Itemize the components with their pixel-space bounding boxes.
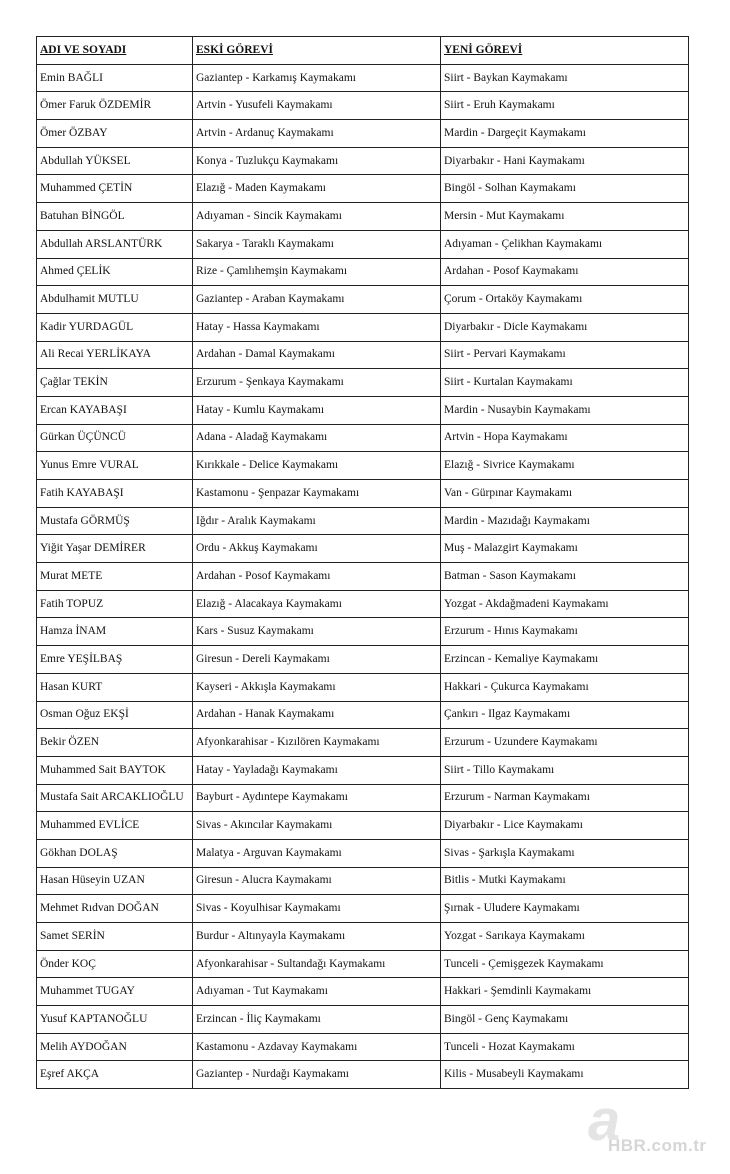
cell-name: Abdullah YÜKSEL	[37, 147, 193, 175]
table-row	[37, 1033, 689, 1061]
cell-new-position: Mardin - Nusaybin Kaymakamı	[441, 396, 689, 424]
cell-new-position: Muş - Malazgirt Kaymakamı	[441, 535, 689, 563]
cell-old-position: Rize - Çamlıhemşin Kaymakamı	[193, 258, 441, 286]
cell-old-position: Adana - Aladağ Kaymakamı	[193, 424, 441, 452]
cell-name: Abdulhamit MUTLU	[37, 286, 193, 314]
table-row	[37, 646, 689, 674]
table-row	[37, 369, 689, 397]
appointments-table	[36, 36, 689, 1089]
table-row	[37, 563, 689, 591]
table-row	[37, 923, 689, 951]
cell-new-position: Sivas - Şarkışla Kaymakamı	[441, 839, 689, 867]
cell-name: Murat METE	[37, 563, 193, 591]
cell-name: Samet SERİN	[37, 923, 193, 951]
cell-old-position: Ardahan - Posof Kaymakamı	[193, 563, 441, 591]
table-row	[37, 286, 689, 314]
cell-old-position: Konya - Tuzlukçu Kaymakamı	[193, 147, 441, 175]
cell-old-position: Erzurum - Şenkaya Kaymakamı	[193, 369, 441, 397]
cell-old-position: Hatay - Hassa Kaymakamı	[193, 313, 441, 341]
cell-name: Fatih TOPUZ	[37, 590, 193, 618]
cell-new-position: Diyarbakır - Hani Kaymakamı	[441, 147, 689, 175]
table-row	[37, 812, 689, 840]
cell-name: Batuhan BİNGÖL	[37, 203, 193, 231]
table-row	[37, 92, 689, 120]
cell-name: Yusuf KAPTANOĞLU	[37, 1006, 193, 1034]
header-name: ADI VE SOYADI	[37, 37, 193, 65]
cell-new-position: Hakkari - Çukurca Kaymakamı	[441, 673, 689, 701]
cell-old-position: Erzincan - İliç Kaymakamı	[193, 1006, 441, 1034]
cell-old-position: Elazığ - Alacakaya Kaymakamı	[193, 590, 441, 618]
cell-name: Mustafa GÖRMÜŞ	[37, 507, 193, 535]
table-row	[37, 120, 689, 148]
cell-new-position: Siirt - Eruh Kaymakamı	[441, 92, 689, 120]
watermark-logo	[584, 1088, 724, 1162]
cell-name: Bekir ÖZEN	[37, 729, 193, 757]
cell-new-position: Adıyaman - Çelikhan Kaymakamı	[441, 230, 689, 258]
table-row	[37, 64, 689, 92]
cell-old-position: Kayseri - Akkışla Kaymakamı	[193, 673, 441, 701]
cell-new-position: Çorum - Ortaköy Kaymakamı	[441, 286, 689, 314]
cell-old-position: Kastamonu - Azdavay Kaymakamı	[193, 1033, 441, 1061]
cell-name: Abdullah ARSLANTÜRK	[37, 230, 193, 258]
cell-new-position: Mardin - Mazıdağı Kaymakamı	[441, 507, 689, 535]
table-row	[37, 618, 689, 646]
cell-old-position: Afyonkarahisar - Sultandağı Kaymakamı	[193, 950, 441, 978]
cell-name: Çağlar TEKİN	[37, 369, 193, 397]
cell-new-position: Erzurum - Narman Kaymakamı	[441, 784, 689, 812]
cell-old-position: Malatya - Arguvan Kaymakamı	[193, 839, 441, 867]
cell-name: Kadir YURDAGÜL	[37, 313, 193, 341]
header-new-position: YENİ GÖREVİ	[441, 37, 689, 65]
cell-new-position: Siirt - Baykan Kaymakamı	[441, 64, 689, 92]
cell-new-position: Erzurum - Uzundere Kaymakamı	[441, 729, 689, 757]
watermark-text: HBR.com.tr	[608, 1136, 707, 1155]
cell-old-position: Artvin - Yusufeli Kaymakamı	[193, 92, 441, 120]
cell-new-position: Erzurum - Hınıs Kaymakamı	[441, 618, 689, 646]
cell-name: Hasan Hüseyin UZAN	[37, 867, 193, 895]
table-row	[37, 147, 689, 175]
cell-name: Hasan KURT	[37, 673, 193, 701]
cell-new-position: Van - Gürpınar Kaymakamı	[441, 480, 689, 508]
header-old-position: ESKİ GÖREVİ	[193, 37, 441, 65]
cell-name: Ercan KAYABAŞI	[37, 396, 193, 424]
table-row	[37, 950, 689, 978]
cell-new-position: Kilis - Musabeyli Kaymakamı	[441, 1061, 689, 1089]
table-row	[37, 590, 689, 618]
table-header-row	[37, 37, 689, 65]
cell-name: Ahmed ÇELİK	[37, 258, 193, 286]
table-row	[37, 258, 689, 286]
cell-new-position: Tunceli - Hozat Kaymakamı	[441, 1033, 689, 1061]
cell-new-position: Siirt - Kurtalan Kaymakamı	[441, 369, 689, 397]
table-row	[37, 701, 689, 729]
watermark-letter: a	[588, 1088, 621, 1153]
cell-name: Mehmet Rıdvan DOĞAN	[37, 895, 193, 923]
cell-new-position: Diyarbakır - Dicle Kaymakamı	[441, 313, 689, 341]
cell-new-position: Yozgat - Akdağmadeni Kaymakamı	[441, 590, 689, 618]
cell-name: Yunus Emre VURAL	[37, 452, 193, 480]
cell-new-position: Siirt - Pervari Kaymakamı	[441, 341, 689, 369]
cell-name: Muhammet TUGAY	[37, 978, 193, 1006]
cell-name: Ömer Faruk ÖZDEMİR	[37, 92, 193, 120]
cell-new-position: Şırnak - Uludere Kaymakamı	[441, 895, 689, 923]
cell-old-position: Hatay - Kumlu Kaymakamı	[193, 396, 441, 424]
cell-old-position: Sakarya - Taraklı Kaymakamı	[193, 230, 441, 258]
cell-old-position: Afyonkarahisar - Kızılören Kaymakamı	[193, 729, 441, 757]
cell-old-position: Sivas - Koyulhisar Kaymakamı	[193, 895, 441, 923]
cell-old-position: Iğdır - Aralık Kaymakamı	[193, 507, 441, 535]
cell-name: Fatih KAYABAŞI	[37, 480, 193, 508]
cell-name: Hamza İNAM	[37, 618, 193, 646]
cell-name: Melih AYDOĞAN	[37, 1033, 193, 1061]
cell-old-position: Giresun - Dereli Kaymakamı	[193, 646, 441, 674]
cell-new-position: Batman - Sason Kaymakamı	[441, 563, 689, 591]
cell-name: Gürkan ÜÇÜNCÜ	[37, 424, 193, 452]
cell-name: Emin BAĞLI	[37, 64, 193, 92]
cell-name: Osman Oğuz EKŞİ	[37, 701, 193, 729]
table-row	[37, 784, 689, 812]
table-row	[37, 424, 689, 452]
table-row	[37, 867, 689, 895]
cell-old-position: Sivas - Akıncılar Kaymakamı	[193, 812, 441, 840]
cell-name: Gökhan DOLAŞ	[37, 839, 193, 867]
table-row	[37, 203, 689, 231]
cell-old-position: Giresun - Alucra Kaymakamı	[193, 867, 441, 895]
cell-old-position: Kırıkkale - Delice Kaymakamı	[193, 452, 441, 480]
cell-new-position: Tunceli - Çemişgezek Kaymakamı	[441, 950, 689, 978]
table-row	[37, 1061, 689, 1089]
table-row	[37, 1006, 689, 1034]
cell-new-position: Bingöl - Solhan Kaymakamı	[441, 175, 689, 203]
table-row	[37, 230, 689, 258]
cell-new-position: Yozgat - Sarıkaya Kaymakamı	[441, 923, 689, 951]
cell-new-position: Ardahan - Posof Kaymakamı	[441, 258, 689, 286]
cell-new-position: Bitlis - Mutki Kaymakamı	[441, 867, 689, 895]
cell-new-position: Erzincan - Kemaliye Kaymakamı	[441, 646, 689, 674]
cell-new-position: Artvin - Hopa Kaymakamı	[441, 424, 689, 452]
table-row	[37, 978, 689, 1006]
cell-name: Muhammed ÇETİN	[37, 175, 193, 203]
cell-old-position: Adıyaman - Tut Kaymakamı	[193, 978, 441, 1006]
cell-new-position: Bingöl - Genç Kaymakamı	[441, 1006, 689, 1034]
table-row	[37, 313, 689, 341]
table-row	[37, 507, 689, 535]
cell-old-position: Artvin - Ardanuç Kaymakamı	[193, 120, 441, 148]
table-row	[37, 756, 689, 784]
table-row	[37, 839, 689, 867]
cell-old-position: Kastamonu - Şenpazar Kaymakamı	[193, 480, 441, 508]
cell-old-position: Kars - Susuz Kaymakamı	[193, 618, 441, 646]
cell-old-position: Burdur - Altınyayla Kaymakamı	[193, 923, 441, 951]
table-row	[37, 895, 689, 923]
cell-new-position: Mersin - Mut Kaymakamı	[441, 203, 689, 231]
table-row	[37, 341, 689, 369]
table-row	[37, 452, 689, 480]
table-row	[37, 480, 689, 508]
cell-old-position: Ordu - Akkuş Kaymakamı	[193, 535, 441, 563]
cell-name: Mustafa Sait ARCAKLIOĞLU	[37, 784, 193, 812]
cell-new-position: Çankırı - Ilgaz Kaymakamı	[441, 701, 689, 729]
cell-old-position: Hatay - Yayladağı Kaymakamı	[193, 756, 441, 784]
cell-new-position: Hakkari - Şemdinli Kaymakamı	[441, 978, 689, 1006]
table-body	[37, 64, 689, 1088]
cell-name: Eşref AKÇA	[37, 1061, 193, 1089]
cell-old-position: Adıyaman - Sincik Kaymakamı	[193, 203, 441, 231]
cell-old-position: Ardahan - Damal Kaymakamı	[193, 341, 441, 369]
cell-name: Muhammed Sait BAYTOK	[37, 756, 193, 784]
cell-old-position: Gaziantep - Karkamış Kaymakamı	[193, 64, 441, 92]
cell-old-position: Gaziantep - Araban Kaymakamı	[193, 286, 441, 314]
cell-name: Ali Recai YERLİKAYA	[37, 341, 193, 369]
cell-old-position: Bayburt - Aydıntepe Kaymakamı	[193, 784, 441, 812]
table-row	[37, 673, 689, 701]
table-row	[37, 729, 689, 757]
cell-new-position: Diyarbakır - Lice Kaymakamı	[441, 812, 689, 840]
cell-old-position: Gaziantep - Nurdağı Kaymakamı	[193, 1061, 441, 1089]
cell-old-position: Elazığ - Maden Kaymakamı	[193, 175, 441, 203]
cell-name: Yiğit Yaşar DEMİRER	[37, 535, 193, 563]
table-row	[37, 535, 689, 563]
cell-name: Önder KOÇ	[37, 950, 193, 978]
cell-name: Emre YEŞİLBAŞ	[37, 646, 193, 674]
cell-name: Ömer ÖZBAY	[37, 120, 193, 148]
cell-new-position: Siirt - Tillo Kaymakamı	[441, 756, 689, 784]
cell-new-position: Mardin - Dargeçit Kaymakamı	[441, 120, 689, 148]
table-row	[37, 175, 689, 203]
cell-new-position: Elazığ - Sivrice Kaymakamı	[441, 452, 689, 480]
table-row	[37, 396, 689, 424]
cell-name: Muhammed EVLİCE	[37, 812, 193, 840]
cell-old-position: Ardahan - Hanak Kaymakamı	[193, 701, 441, 729]
